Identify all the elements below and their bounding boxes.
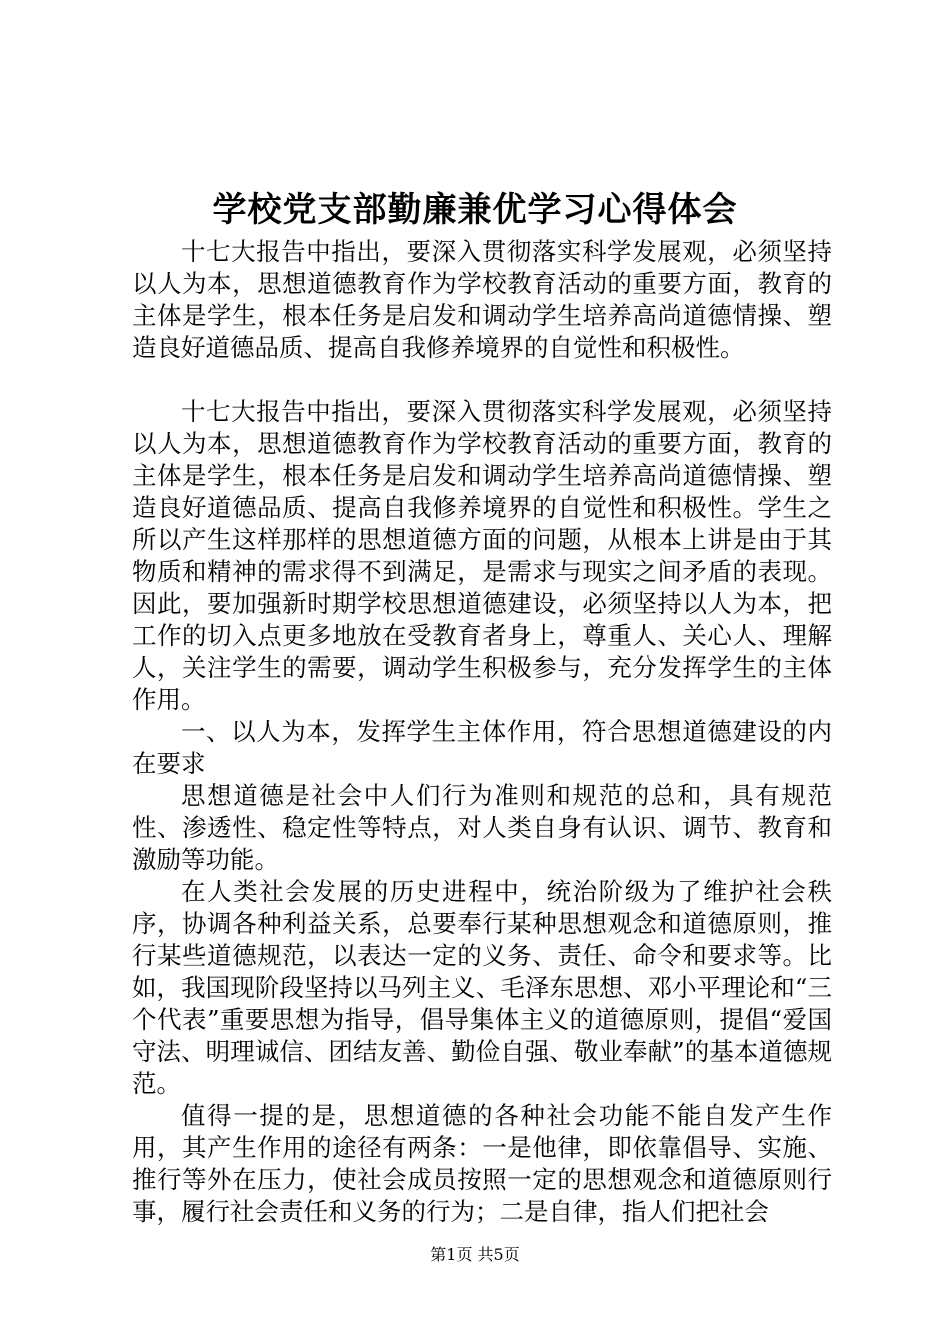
paragraph-definition: 思想道德是社会中人们行为准则和规范的总和，具有规范性、渗透性、稳定性等特点，对人类自身有认识、调节、教育和激励等功能。	[132, 781, 832, 874]
section-heading: 一、以人为本，发挥学生主体作用，符合思想道德建设的内在要求	[132, 717, 832, 778]
document-body	[132, 236, 832, 1228]
page-number-footer: 第1页 共5页	[430, 1245, 520, 1264]
document-title: 学校党支部勤廉兼优学习心得体会	[212, 190, 738, 230]
paragraph-history: 在人类社会发展的历史进程中，统治阶级为了维护社会秩序，协调各种利益关系，总要奉行某种思想观念和道德原则，推行某些道德规范，以表达一定的义务、责任、命令和要求等。比如，我国现阶段坚持以马列主义、毛泽东思想、邓小平理论和“三个代表”重要思想为指导，倡导集体主义的道德原则，提倡“爱国守法、明理诚信、团结友善、勤俭自强、敬业奉献”的基本道德规范。	[132, 877, 832, 1098]
paragraph-function: 值得一提的是，思想道德的各种社会功能不能自发产生作用，其产生作用的途径有两条：一是他律，即依靠倡导、实施、推行等外在压力，使社会成员按照一定的思想观念和道德原则行事，履行社会责任和义务的行为；二是自律，指人们把社会	[132, 1101, 832, 1226]
paragraph-intro: 十七大报告中指出，要深入贯彻落实科学发展观，必须坚持以人为本，思想道德教育作为学校教育活动的重要方面，教育的主体是学生，根本任务是启发和调动学生培养高尚道德情操、塑造良好道德品质、提高自我修养境界的自觉性和积极性。	[132, 237, 832, 362]
paragraph-main: 十七大报告中指出，要深入贯彻落实科学发展观，必须坚持以人为本，思想道德教育作为学校教育活动的重要方面，教育的主体是学生，根本任务是启发和调动学生培养高尚道德情操、塑造良好道德品质、提高自我修养境界的自觉性和积极性。学生之所以产生这样那样的思想道德方面的问题，从根本上讲是由于其物质和精神的需求得不到满足，是需求与现实之间矛盾的表现。因此，要加强新时期学校思想道德建设，必须坚持以人为本，把工作的切入点更多地放在受教育者身上，尊重人、关心人、理解人，关注学生的需要，调动学生积极参与，充分发挥学生的主体作用。	[132, 397, 832, 714]
